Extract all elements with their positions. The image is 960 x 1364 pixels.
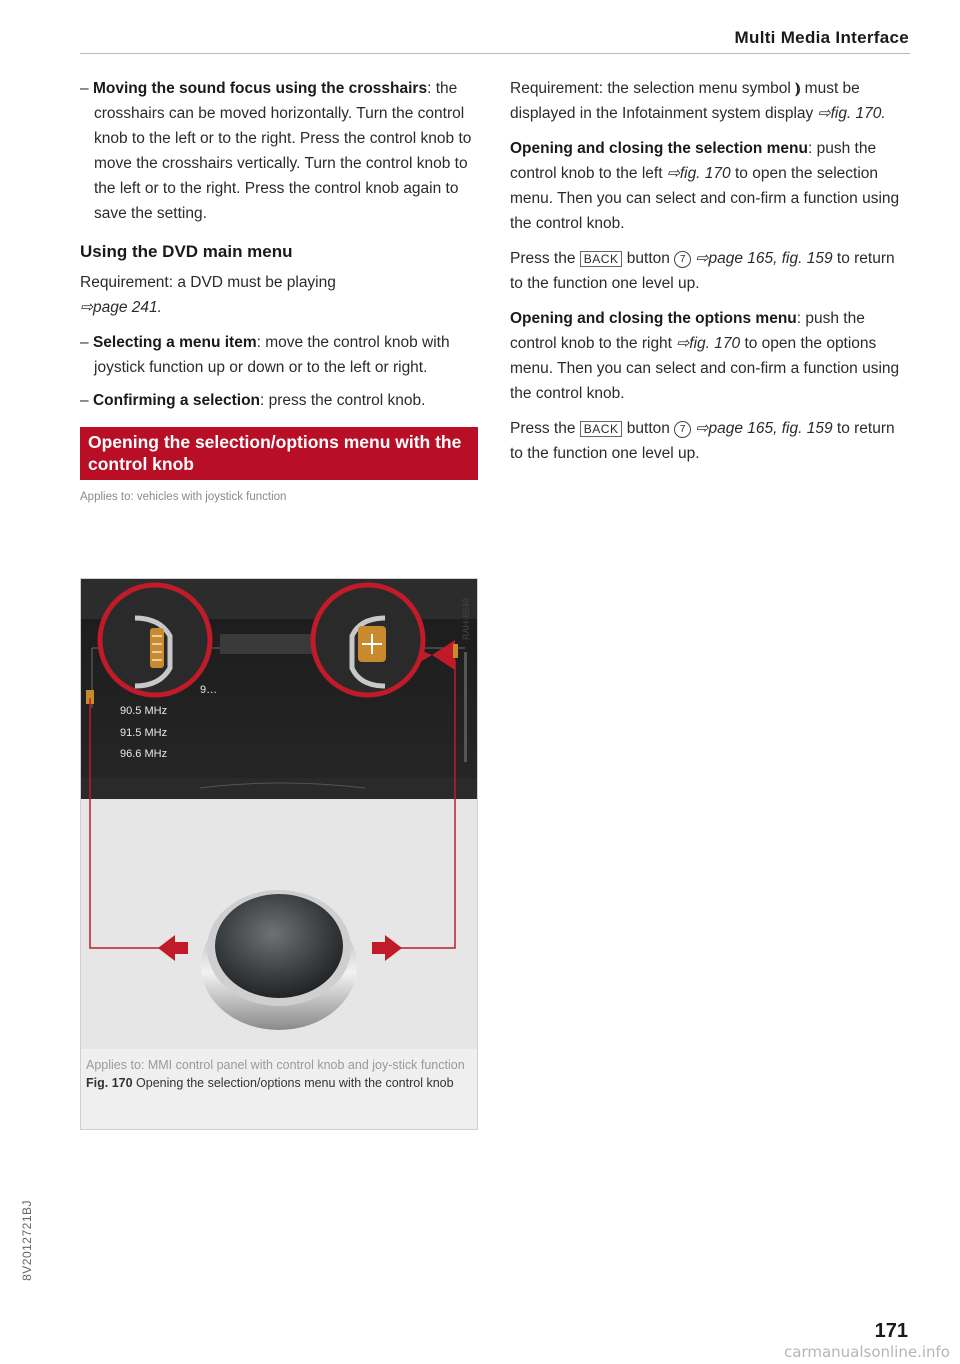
frequency-item: 9… [200,684,218,696]
header-rule [80,53,910,54]
list-item-confirm: – Confirming a selection: press the control knob. [80,392,426,409]
section-title-banner: Opening the selection/options menu with the control knob [80,427,478,480]
requirement-paragraph: Requirement: the selection menu symbol ⦆ must be displayed in the Infotainment system display ⇨fig. 170. [510,80,886,122]
back-paragraph: Press the BACK button 7 ⇨page 165, fig. 159 to return to the function one level up. [510,250,895,292]
selection-menu-symbol-icon: ⦆ [795,80,801,97]
section-heading-dvd-menu: Using the DVD main menu [80,242,293,261]
figure-id: RAH-8549 [461,598,471,641]
applies-note: Applies to: vehicles with joystick function [80,491,287,503]
page-reference[interactable]: ⇨page 165, fig. 159 [695,250,833,267]
page-reference[interactable]: ⇨page 165, fig. 159 [695,420,833,437]
figure-reference[interactable]: ⇨fig. 170. [817,105,886,122]
callout-number: 7 [674,251,691,268]
options-menu-paragraph: Opening and closing the options menu: push the control knob to the right ⇨fig. 170 to open the options menu. Then you can select and con-firm a function using the control knob. [510,310,900,402]
back-paragraph: Press the BACK button 7 ⇨page 165, fig. 159 to return to the function one level up. [510,420,895,462]
back-key: BACK [580,251,623,267]
figure-caption: Applies to: MMI control panel with control knob and joy-stick function Fig. 170 Opening the selection/options menu with the control knob [86,1058,465,1090]
figure-illustration [80,578,478,1130]
list-item-sound-focus: – Moving the sound focus using the crosshairs: the crosshairs can be moved horizontally. Turn the control knob to the left or to the right. Press the control knob to move the crosshairs vertically. Turn the control knob to the left or to the right. Press the control knob again to save the setting. [80,80,472,222]
frequency-item: 90.5 MHz [120,705,168,717]
watermark: carmanualsonline.info [784,1343,950,1361]
figure-170 [80,578,478,1130]
figure-reference[interactable]: ⇨fig. 170 [666,165,731,182]
left-column [80,76,478,510]
figure-reference[interactable]: ⇨fig. 170 [676,335,741,352]
frequency-item: 96.6 MHz [120,748,168,760]
page-number: 171 [874,1320,908,1342]
page-header-title: Multi Media Interface [734,28,909,47]
document-code: 8V2012721BJ [20,1200,34,1281]
requirement-text: Requirement: a DVD must be playing ⇨page 241. [80,274,336,316]
page-reference[interactable]: ⇨page 241. [80,299,162,316]
callout-number: 7 [674,421,691,438]
selection-menu-icon [150,628,164,668]
frequency-item: 91.5 MHz [120,727,168,739]
right-column [510,76,910,476]
list-item-select-menu: – Selecting a menu item: move the control knob with joystick function up or down or to the left or right. [80,334,450,376]
back-key: BACK [580,421,623,437]
selection-menu-paragraph: Opening and closing the selection menu: push the control knob to the left ⇨fig. 170 to open the selection menu. Then you can select and con-firm a function using the control knob. [510,140,900,232]
